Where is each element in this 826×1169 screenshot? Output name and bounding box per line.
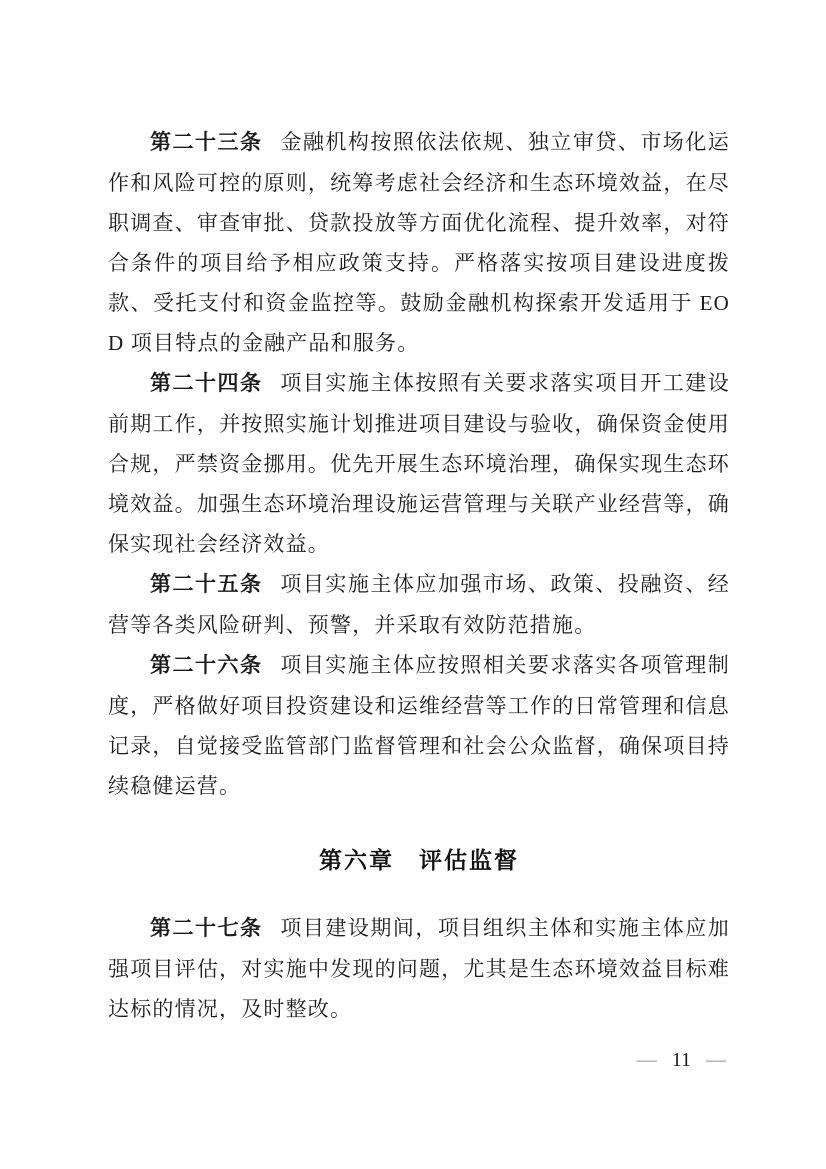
chapter-heading: 第六章 评估监督 — [319, 847, 519, 873]
page-number: 11 — [671, 1049, 691, 1071]
document-body — [108, 122, 730, 1029]
article-paragraph-23 — [108, 122, 730, 363]
article-text: 项目实施主体应按照相关要求落实各项管理制度，严格做好项目投资建设和运维经营等工作的日常管理和信息记录，自觉接受监管部门监督管理和社会公众监督，确保项目持续稳健运营。 — [108, 653, 731, 798]
article-text: 金融机构按照依法依规、独立审贷、市场化运作和风险可控的原则，统筹考虑社会经济和生态环境效益，在尽职调查、审查审批、贷款投放等方面优化流程、提升效率，对符合条件的项目给予相应政策支持。严格落实按项目建设进度拨款、受托支付和资金监控等。鼓励金融机构探索开发适用于 EOD 项目特点的金融产品和服务。 — [108, 130, 731, 355]
article-number: 第二十七条 — [150, 917, 263, 940]
article-text: 项目实施主体应加强市场、政策、投融资、经营等各类风险研判、预警，并采取有效防范措施。 — [108, 572, 731, 637]
article-number: 第二十三条 — [150, 131, 263, 154]
article-text: 项目实施主体按照有关要求落实项目开工建设前期工作，并按照实施计划推进项目建设与验收，确保资金使用合规，严禁资金挪用。优先开展生态环境治理，确保实现生态环境效益。加强生态环境治理设施运营管理与关联产业经营等，确保实现社会经济效益。 — [108, 371, 731, 556]
article-number: 第二十六条 — [150, 654, 263, 677]
footer-dash-right: — — [706, 1051, 726, 1069]
article-paragraph-25 — [108, 564, 730, 645]
footer-dash-left: — — [636, 1051, 657, 1069]
article-paragraph-24 — [108, 363, 730, 564]
article-paragraph-27 — [108, 908, 730, 1029]
article-paragraph-26 — [108, 645, 730, 806]
article-text: 项目建设期间，项目组织主体和实施主体应加强项目评估，对实施中发现的问题，尤其是生态环境效益目标难达标的情况，及时整改。 — [108, 916, 731, 1021]
article-number: 第二十五条 — [150, 573, 263, 596]
page-footer — [637, 1046, 726, 1074]
article-number: 第二十四条 — [150, 372, 263, 395]
